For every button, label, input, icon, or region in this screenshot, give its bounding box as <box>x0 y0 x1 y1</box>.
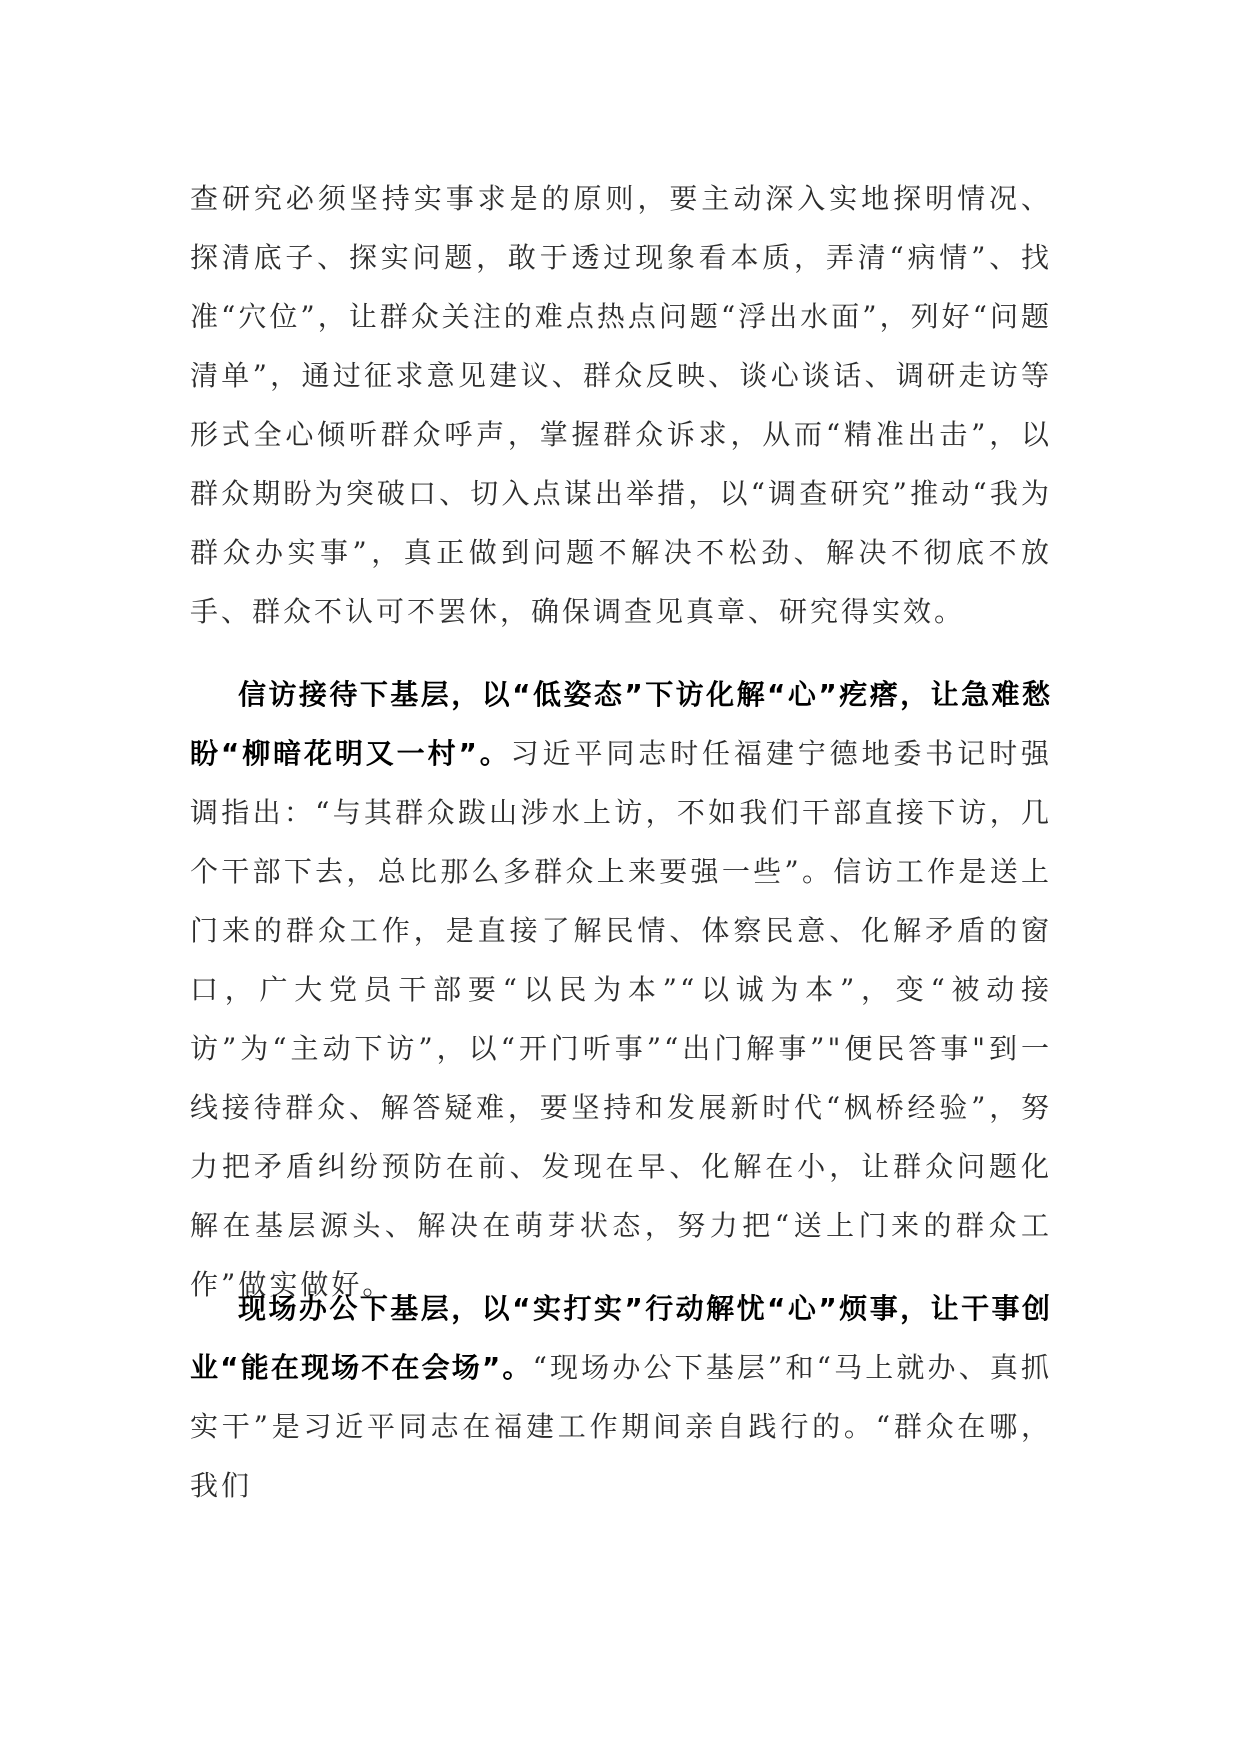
paragraph-1-body: 查研究必须坚持实事求是的原则，要主动深入实地探明情况、探清底子、探实问题，敢于透过现象看本质，弄清“病情”、找准“穴位”，让群众关注的难点热点问题“浮出水面”，列好“问题清单”，通过征求意见建议、群众反映、谈心谈话、调研走访等形式全心倾听群众呼声，掌握群众诉求，从而“精准出击”，以群众期盼为突破口、切入点谋出举措，以“调查研究”推动“我为群众办实事”，真正做到问题不解决不松劲、解决不彻底不放手、群众不认可不罢休，确保调查见真章、研究得实效。 <box>190 182 1052 628</box>
paragraph-2-body: 习近平同志时任福建宁德地委书记时强调指出：“与其群众跋山涉水上访，不如我们干部直接下访，几个干部下去，总比那么多群众上来要强一些”。信访工作是送上门来的群众工作，是直接了解民情、体察民意、化解矛盾的窗口，广大党员干部要“以民为本”“以诚为本”，变“被动接访”为“主动下访”，以“开门听事”“出门解事”"便民答事"到一线接待群众、解答疑难，要坚持和发展新时代“枫桥经验”，努力把矛盾纠纷预防在前、发现在早、化解在小，让群众问题化解在基层源头、解决在萌芽状态，努力把“送上门来的群众工作”做实做好。 <box>190 737 1052 1301</box>
paragraph-3-heading: 现场办公下基层，以“实打实”行动解忧“心”烦事，让干事创业“能在现场不在会场”。 <box>190 1292 1052 1384</box>
paragraph-3-body: “现场办公下基层”和“马上就办、真抓实干”是习近平同志在福建工作期间亲自践行的。“群众在哪，我们 <box>190 1351 1052 1502</box>
paragraph-2 <box>190 665 1052 1314</box>
paragraph-2-heading: 信访接待下基层，以“低姿态”下访化解“心”疙瘩，让急难愁盼“柳暗花明又一村”。 <box>190 678 1052 770</box>
paragraph-1 <box>190 169 1052 641</box>
paragraph-3 <box>190 1279 1052 1515</box>
